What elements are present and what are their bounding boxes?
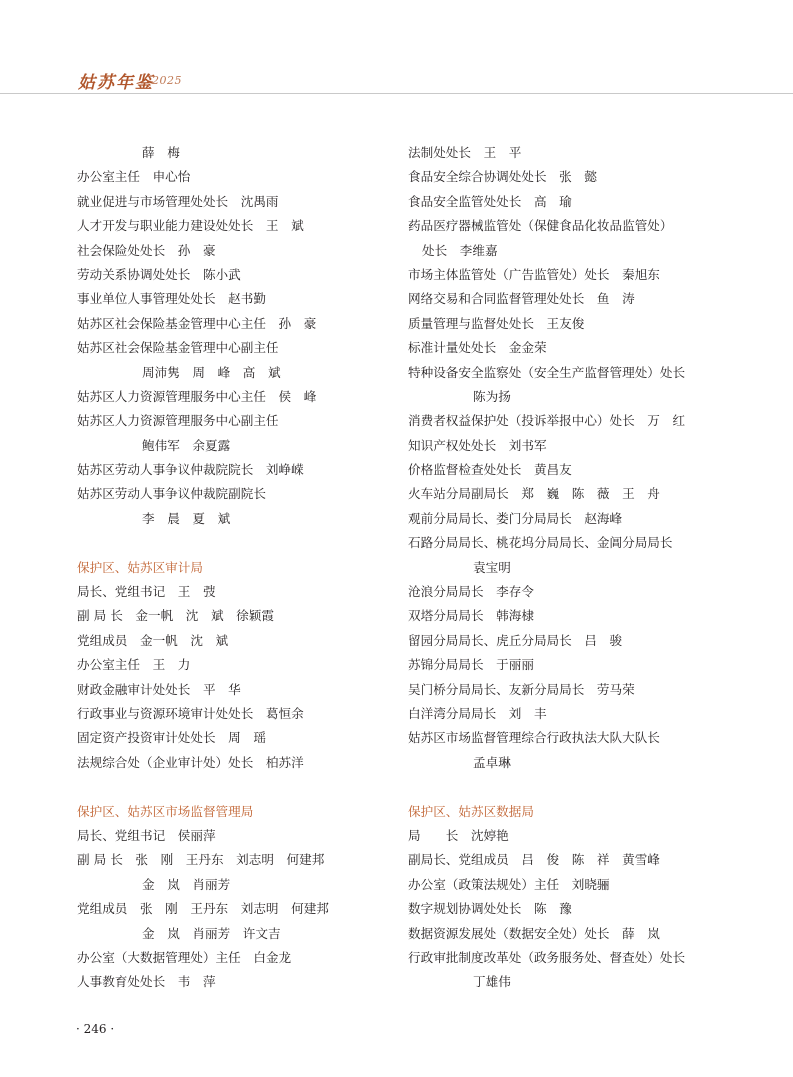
list-item: 火车站分局副局长 郑 巍 陈 薇 王 舟 [408,486,660,502]
list-item: 吴门桥分局局长、友新分局局长 劳马荣 [408,681,635,697]
section-title-data-bureau: 保护区、姑苏区数据局 [408,803,534,819]
list-item: 行政事业与资源环境审计处处长 葛恒余 [77,705,304,721]
list-item: 办公室主任 申心怡 [77,169,191,185]
spacer [77,531,407,555]
list-item: 党组成员 金一帆 沈 斌 [77,632,229,648]
list-item: 姑苏区市场监督管理综合行政执法大队大队长 [408,730,660,746]
list-item: 人事教育处处长 韦 萍 [77,974,216,990]
list-item: 财政金融审计处处长 平 华 [77,681,241,697]
list-item: 特种设备安全监察处（安全生产监督管理处）处长 [408,364,686,380]
yearbook-year: 2025 [152,74,182,87]
list-item: 药品医疗器械监管处（保健食品化妆品监管处） [408,218,673,234]
header-divider [0,93,793,94]
list-item: 袁宝明 [473,559,511,575]
list-item: 薛 梅 [142,145,180,160]
list-item: 事业单位人事管理处处长 赵书勤 [77,291,266,307]
list-item: 金 岚 肖丽芳 许文吉 [142,925,281,941]
list-item: 观前分局局长、娄门分局局长 赵海峰 [408,510,623,526]
list-item: 办公室主任 王 力 [77,657,191,673]
list-item: 李 晨 夏 斌 [142,510,231,526]
list-item: 副局长、党组成员 吕 俊 陈 祥 黄雪峰 [408,852,660,868]
list-item: 丁雄伟 [473,974,511,990]
list-item: 双塔分局局长 韩海棣 [408,608,534,624]
list-item: 鲍伟军 余夏露 [142,437,231,453]
list-item: 标准计量处处长 金金荣 [408,340,547,356]
list-item: 金 岚 肖丽芳 [142,876,231,892]
list-item: 姑苏区劳动人事争议仲裁院院长 刘峥嵘 [77,462,304,478]
list-item: 行政审批制度改革处（政务服务处、督查处）处长 [408,949,686,965]
list-item: 劳动关系协调处处长 陈小武 [77,266,241,282]
list-item: 周沛隽 周 峰 高 斌 [142,364,281,380]
list-item: 消费者权益保护处（投诉举报中心）处长 万 红 [408,413,686,429]
list-item: 苏锦分局局长 于丽丽 [408,657,534,673]
list-item: 人才开发与职业能力建设处处长 王 斌 [77,218,304,234]
list-item: 数字规划协调处处长 陈 豫 [408,901,572,917]
list-item: 副 局 长 张 刚 王丹东 刘志明 何建邦 [77,852,325,868]
list-item: 局长、党组书记 侯丽萍 [77,827,216,843]
list-item: 食品安全综合协调处处长 张 懿 [408,169,597,185]
section-title-audit: 保护区、姑苏区审计局 [77,559,203,575]
list-item: 副 局 长 金一帆 沈 斌 徐颖霞 [77,608,274,624]
list-item: 固定资产投资审计处处长 周 瑶 [77,730,266,746]
list-item: 法制处处长 王 平 [408,145,522,160]
list-item: 姑苏区社会保险基金管理中心主任 孙 豪 [77,315,317,331]
list-item: 办公室（政策法规处）主任 刘晓骊 [408,876,610,892]
left-column [77,141,407,995]
list-item: 食品安全监管处处长 高 瑜 [408,193,572,209]
page-number: · 246 · [76,1022,115,1036]
list-item: 社会保险处处长 孙 豪 [77,242,216,258]
list-item: 数据资源发展处（数据安全处）处长 薛 岚 [408,925,660,941]
list-item: 孟卓琳 [473,754,511,770]
list-item: 石路分局局长、桃花坞分局局长、金阊分局局长 [408,535,673,551]
list-item: 姑苏区人力资源管理服务中心主任 侯 峰 [77,388,317,404]
spacer [77,775,407,799]
list-item: 姑苏区社会保险基金管理中心副主任 [77,340,279,356]
spacer [408,775,753,799]
list-item: 价格监督检查处处长 黄昌友 [408,462,572,478]
list-item: 处长 李维嘉 [422,242,498,258]
list-item: 知识产权处处长 刘书军 [408,437,547,453]
list-item: 局长、党组书记 王 弢 [77,584,216,600]
list-item: 留园分局局长、虎丘分局局长 吕 骏 [408,632,623,648]
list-item: 姑苏区劳动人事争议仲裁院副院长 [77,486,266,502]
list-item: 局 长 沈婷艳 [408,827,509,843]
right-column [408,141,753,995]
list-item: 质量管理与监督处处长 王友俊 [408,315,585,331]
yearbook-title: 姑苏年鉴 [78,73,154,93]
list-item: 姑苏区人力资源管理服务中心副主任 [77,413,279,429]
list-item: 法规综合处（企业审计处）处长 柏苏洋 [77,754,304,770]
list-item: 就业促进与市场管理处处长 沈禺雨 [77,193,279,209]
list-item: 白洋湾分局局长 刘 丰 [408,705,547,721]
section-title-market-supervision: 保护区、姑苏区市场监督管理局 [77,803,254,819]
list-item: 办公室（大数据管理处）主任 白金龙 [77,949,292,965]
list-item: 网络交易和合同监督管理处处长 鱼 涛 [408,291,635,307]
list-item: 陈为扬 [473,388,511,404]
list-item: 市场主体监管处（广告监管处）处长 秦旭东 [408,266,660,282]
list-item: 党组成员 张 刚 王丹东 刘志明 何建邦 [77,901,329,917]
list-item: 沧浪分局局长 李存令 [408,584,534,600]
